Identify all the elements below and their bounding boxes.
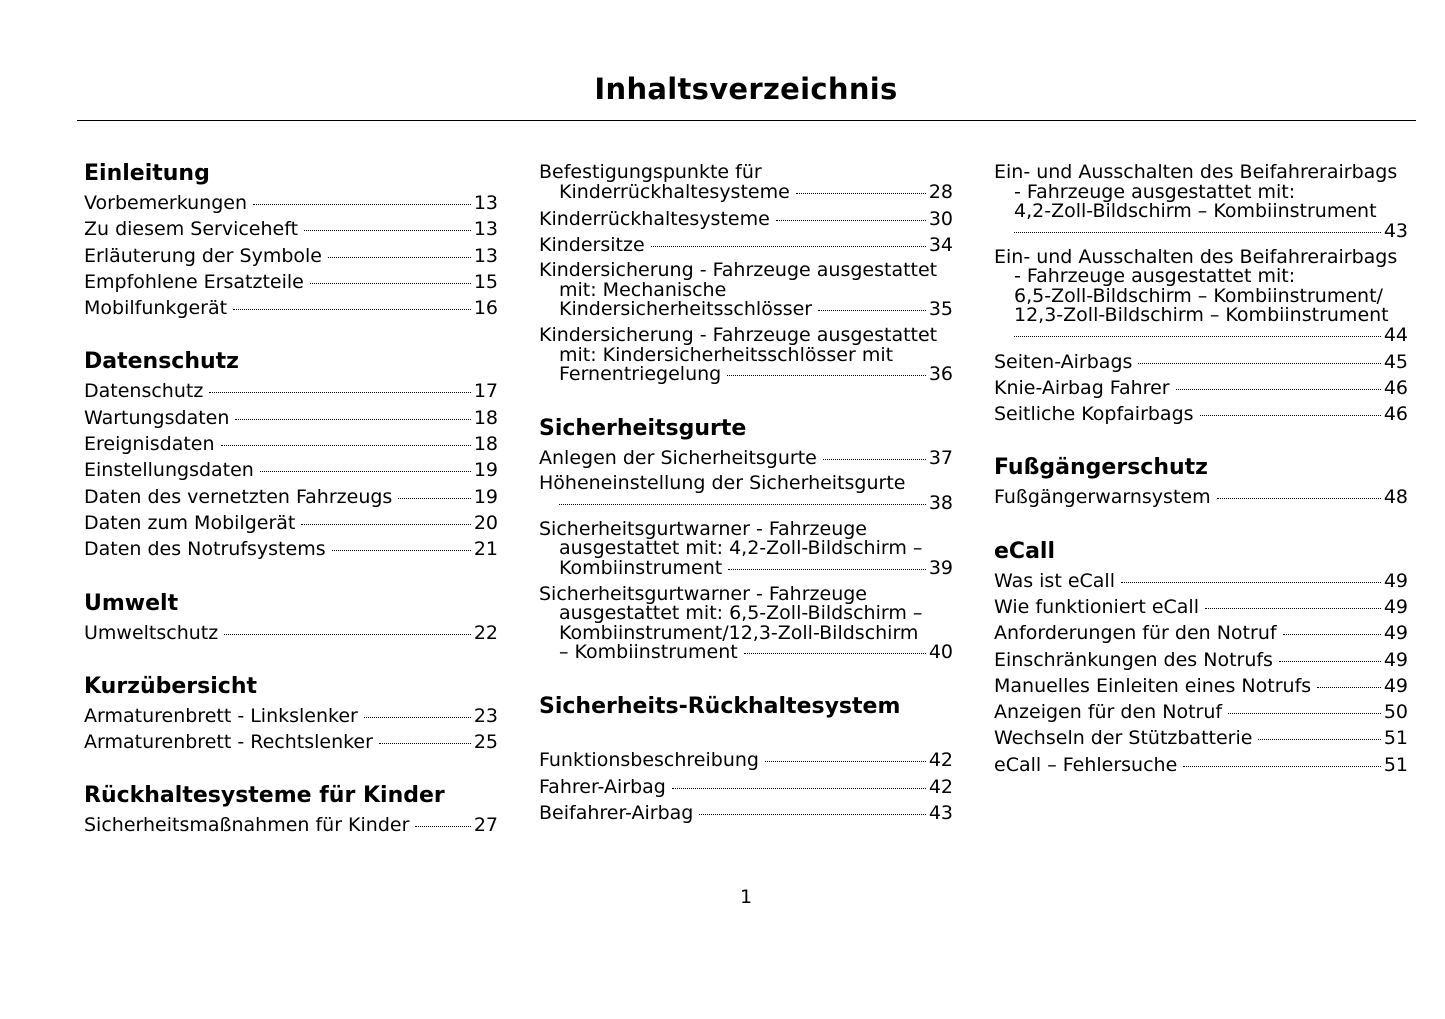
section-heading: Rückhaltesysteme für Kinder — [84, 783, 445, 809]
entry-title-line: ausgestattet mit: 6,5-Zoll-Bildschirm – — [559, 602, 923, 625]
dot-leader — [818, 310, 926, 311]
entry-page-number: 49 — [1383, 622, 1408, 645]
toc-section — [84, 160, 498, 321]
entry-page-number: 13 — [473, 192, 498, 214]
entry-page-number: 28 — [928, 180, 953, 203]
entry-page-number: 43 — [1383, 219, 1408, 242]
dot-leader — [304, 230, 471, 231]
toc-section — [84, 673, 498, 756]
entry-title: Wie funktioniert eCall — [994, 595, 1199, 618]
toc-entry[interactable] — [994, 375, 1408, 401]
entry-page-number: 42 — [928, 775, 953, 798]
toc-entry[interactable] — [84, 269, 498, 295]
entry-title: Mobilfunkgerät — [84, 297, 228, 320]
dot-leader — [728, 569, 926, 570]
toc-section — [994, 454, 1408, 510]
dot-leader — [1228, 713, 1381, 714]
entry-title: eCall – Fehlersuche — [994, 753, 1178, 776]
dot-leader — [301, 524, 470, 525]
dot-leader — [1217, 498, 1381, 499]
dot-leader — [744, 653, 926, 654]
entry-title: Sicherheitsmaßnahmen für Kinder — [84, 814, 410, 837]
entry-title: Umweltschutz — [84, 621, 219, 644]
dot-leader — [765, 761, 926, 762]
toc-entry[interactable] — [539, 774, 953, 800]
section-heading: Sicherheits-Rückhaltesystem — [539, 694, 901, 720]
entry-title-line: ausgestattet mit: 4,2-Zoll-Bildschirm – — [559, 537, 923, 560]
dot-leader — [233, 309, 471, 310]
entry-page-number: 44 — [1383, 323, 1408, 346]
dot-leader — [727, 375, 926, 376]
entry-title: Beifahrer-Airbag — [539, 801, 694, 824]
entry-page-number: 21 — [473, 538, 498, 561]
entry-title: Wechseln der Stützbatterie — [994, 727, 1253, 750]
entry-page-number: 18 — [473, 406, 498, 429]
toc-entry-list — [539, 160, 953, 388]
toc-entry-list — [994, 160, 1408, 427]
toc-entry-list — [994, 568, 1408, 778]
toc-column-3 — [994, 160, 1408, 778]
entry-title: Anlegen der Sicherheitsgurte — [539, 447, 817, 470]
entry-title: Einstellungsdaten — [84, 459, 254, 482]
toc-entry[interactable] — [84, 484, 498, 510]
entry-title: – Kombiinstrument — [559, 641, 738, 664]
entry-page-number: 46 — [1383, 376, 1408, 399]
entry-page-number: 20 — [473, 511, 498, 534]
dot-leader — [699, 814, 925, 815]
dot-leader — [415, 826, 470, 827]
entry-page-number: 13 — [473, 218, 498, 241]
toc-entry-list — [84, 378, 498, 562]
entry-page-number: 37 — [928, 447, 953, 470]
toc-entry[interactable] — [994, 594, 1408, 620]
dot-leader — [332, 550, 471, 551]
entry-title: Manuelles Einleiten eines Notrufs — [994, 674, 1312, 697]
dot-leader — [1014, 232, 1381, 233]
entry-page-number: 13 — [473, 244, 498, 267]
dot-leader — [796, 193, 926, 194]
entry-page-number: 49 — [1383, 569, 1408, 592]
toc-entry[interactable] — [84, 729, 498, 755]
entry-title: Wartungsdaten — [84, 406, 230, 429]
entry-title: Empfohlene Ersatzteile — [84, 270, 304, 293]
entry-title-line: Höheneinstellung der Sicherheitsgurte — [539, 472, 906, 495]
page-title: Inhaltsverzeichnis — [594, 72, 898, 106]
toc-entry[interactable] — [84, 378, 498, 404]
toc-entry[interactable] — [539, 232, 953, 258]
entry-title-line: - Fahrzeuge ausgestattet mit: — [1014, 180, 1296, 203]
toc-entry[interactable] — [84, 703, 498, 729]
dot-leader — [328, 257, 471, 258]
dot-leader — [1176, 389, 1381, 390]
entry-title-line: Kombiinstrument/12,3-Zoll-Bildschirm — [559, 621, 919, 644]
entry-page-number: 36 — [928, 363, 953, 386]
toc-entry[interactable] — [84, 536, 498, 562]
entry-title: Daten zum Mobilgerät — [84, 511, 296, 534]
entry-page-number: 16 — [473, 297, 498, 320]
section-heading: Fußgängerschutz — [994, 455, 1208, 481]
toc-entry[interactable] — [994, 752, 1408, 778]
toc-section — [84, 590, 498, 646]
entry-page-number: 49 — [1383, 674, 1408, 697]
toc-entry[interactable] — [994, 160, 1408, 245]
toc-entry-list — [84, 703, 498, 756]
entry-page-number: 18 — [473, 433, 498, 456]
toc-entry[interactable] — [994, 245, 1408, 349]
entry-title: Anforderungen für den Notruf — [994, 622, 1277, 645]
entry-page-number: 46 — [1383, 403, 1408, 426]
dot-leader — [1205, 608, 1381, 609]
toc-entry[interactable] — [84, 295, 498, 321]
entry-title: Zu diesem Serviceheft — [84, 218, 299, 241]
dot-leader — [398, 498, 470, 499]
entry-page-number: 49 — [1383, 648, 1408, 671]
entry-page-number: 25 — [473, 731, 498, 754]
entry-title-line: Kindersicherung - Fahrzeuge ausgestattet — [539, 259, 938, 282]
entry-title: Armaturenbrett - Rechtslenker — [84, 731, 373, 754]
toc-entry-list — [994, 484, 1408, 510]
toc-section — [539, 160, 953, 388]
section-heading: Umwelt — [84, 590, 179, 616]
entry-title-line: Kindersicherung - Fahrzeuge ausgestattet — [539, 324, 938, 347]
entry-title: Fernentriegelung — [559, 363, 722, 386]
toc-entry[interactable] — [994, 484, 1408, 510]
dot-leader — [1200, 415, 1381, 416]
entry-title: Kindersitze — [539, 233, 645, 256]
toc-entry[interactable] — [84, 457, 498, 483]
dot-leader — [1317, 687, 1381, 688]
entry-page-number: 42 — [928, 749, 953, 772]
entry-page-number: 34 — [928, 233, 953, 256]
entry-page-number: 45 — [1383, 350, 1408, 373]
toc-column-2 — [539, 160, 953, 826]
entry-title: Seitliche Kopfairbags — [994, 403, 1194, 426]
dot-leader — [221, 445, 471, 446]
entry-page-number: 38 — [928, 491, 953, 514]
dot-leader — [1183, 766, 1381, 767]
entry-page-number: 22 — [473, 621, 498, 644]
toc-entry[interactable] — [84, 431, 498, 457]
toc-entry[interactable] — [539, 206, 953, 232]
entry-title: Was ist eCall — [994, 569, 1115, 592]
entry-title-line: Befestigungspunkte für — [539, 161, 762, 183]
dot-leader — [1121, 582, 1381, 583]
dot-leader — [1138, 363, 1380, 364]
entry-title: Kombiinstrument — [559, 556, 723, 579]
entry-title: Einschränkungen des Notrufs — [994, 648, 1273, 671]
dot-leader — [235, 419, 470, 420]
toc-entry[interactable] — [539, 800, 953, 826]
entry-page-number: 49 — [1383, 595, 1408, 618]
dot-leader — [379, 743, 471, 744]
section-heading: eCall — [994, 538, 1055, 564]
entry-title: Fußgängerwarnsystem — [994, 486, 1211, 509]
toc-entry-list — [539, 747, 953, 826]
entry-page-number: 35 — [928, 298, 953, 321]
entry-title-line: mit: Mechanische — [559, 278, 727, 301]
toc-section — [539, 693, 953, 826]
entry-title: Funktionsbeschreibung — [539, 749, 759, 772]
entry-title-line: 12,3-Zoll-Bildschirm – Kombiinstrument — [1014, 304, 1389, 326]
entry-page-number: 19 — [473, 459, 498, 482]
dot-leader — [310, 283, 471, 284]
entry-title: Kindersicherheitsschlösser — [559, 298, 813, 321]
entry-title: Fahrer-Airbag — [539, 775, 666, 798]
dot-leader — [224, 634, 471, 635]
toc-entry[interactable] — [539, 582, 953, 667]
dot-leader — [1283, 634, 1381, 635]
entry-title: Daten des Notrufsystems — [84, 538, 326, 561]
entry-page-number: 27 — [473, 814, 498, 837]
entry-title: Erläuterung der Symbole — [84, 244, 322, 267]
dot-leader — [364, 717, 471, 718]
toc-entry[interactable] — [84, 510, 498, 536]
entry-title-line: Ein- und Ausschalten des Beifahrerairbags — [994, 245, 1398, 268]
title-divider — [77, 120, 1416, 121]
entry-title: Daten des vernetzten Fahrzeugs — [84, 485, 393, 508]
dot-leader — [1014, 336, 1381, 337]
toc-entry[interactable] — [539, 323, 953, 388]
toc-entry[interactable] — [84, 216, 498, 242]
entry-page-number: 51 — [1383, 753, 1408, 776]
entry-title-line: Ein- und Ausschalten des Beifahrerairbags — [994, 161, 1398, 183]
entry-title-line: mit: Kindersicherheitsschlösser mit — [559, 343, 894, 366]
section-heading: Kurzübersicht — [84, 673, 258, 699]
toc-entry[interactable] — [994, 725, 1408, 751]
entry-page-number: 30 — [928, 207, 953, 230]
toc-entry[interactable] — [539, 160, 953, 206]
dot-leader — [253, 204, 471, 205]
entry-title: Kinderrückhaltesysteme — [559, 180, 790, 203]
dot-leader — [672, 788, 926, 789]
toc-entry[interactable] — [994, 620, 1408, 646]
entry-title: Datenschutz — [84, 380, 204, 403]
toc-entry[interactable] — [994, 647, 1408, 673]
entry-title-line: 6,5-Zoll-Bildschirm – Kombiinstrument/ — [1014, 284, 1383, 307]
toc-entry-list — [84, 812, 498, 838]
entry-title: Seiten-Airbags — [994, 350, 1133, 373]
toc-section — [84, 782, 498, 838]
entry-page-number: 15 — [473, 270, 498, 293]
toc-entry[interactable] — [539, 258, 953, 323]
dot-leader — [209, 392, 471, 393]
entry-page-number: 17 — [473, 380, 498, 403]
entry-page-number: 40 — [928, 641, 953, 664]
section-heading: Sicherheitsgurte — [539, 416, 747, 442]
dot-leader — [1258, 739, 1380, 740]
entry-title-line: Sicherheitsgurtwarner - Fahrzeuge — [539, 517, 867, 540]
entry-title: Anzeigen für den Notruf — [994, 701, 1223, 724]
toc-entry[interactable] — [539, 445, 953, 471]
toc-section — [84, 348, 498, 562]
entry-page-number: 19 — [473, 485, 498, 508]
toc-entry[interactable] — [994, 349, 1408, 375]
entry-title-line: - Fahrzeuge ausgestattet mit: — [1014, 265, 1296, 287]
entry-page-number: 23 — [473, 704, 498, 727]
entry-title: Knie-Airbag Fahrer — [994, 376, 1170, 399]
toc-entry[interactable] — [994, 568, 1408, 594]
toc-section — [994, 538, 1408, 778]
toc-entry[interactable] — [84, 812, 498, 838]
section-heading: Einleitung — [84, 161, 210, 186]
entry-title: Vorbemerkungen — [84, 192, 248, 214]
page-number: 1 — [739, 886, 753, 908]
toc-entry[interactable] — [994, 401, 1408, 427]
toc-section — [539, 415, 953, 666]
toc-entry[interactable] — [994, 673, 1408, 699]
section-heading: Datenschutz — [84, 349, 239, 375]
entry-title: Armaturenbrett - Linkslenker — [84, 704, 358, 727]
dot-leader — [651, 246, 926, 247]
toc-column-1 — [84, 160, 498, 839]
dot-leader — [823, 459, 926, 460]
dot-leader — [776, 220, 926, 221]
toc-entry[interactable] — [539, 747, 953, 773]
entry-title-line: 4,2-Zoll-Bildschirm – Kombiinstrument — [1014, 200, 1377, 222]
entry-page-number: 48 — [1383, 486, 1408, 509]
toc-entry[interactable] — [539, 471, 953, 517]
toc-section — [994, 160, 1408, 427]
dot-leader — [559, 504, 926, 505]
entry-title: Kinderrückhaltesysteme — [539, 207, 770, 230]
entry-page-number: 50 — [1383, 701, 1408, 724]
toc-entry[interactable] — [994, 699, 1408, 725]
entry-page-number: 51 — [1383, 727, 1408, 750]
toc-entry[interactable] — [84, 190, 498, 216]
toc-entry-list — [84, 190, 498, 321]
toc-entry-list — [539, 445, 953, 666]
toc-entry[interactable] — [84, 405, 498, 431]
toc-entry[interactable] — [539, 517, 953, 582]
toc-entry[interactable] — [84, 243, 498, 269]
entry-page-number: 43 — [928, 801, 953, 824]
entry-title-line: Sicherheitsgurtwarner - Fahrzeuge — [539, 582, 867, 605]
toc-entry-list — [84, 620, 498, 646]
toc-entry[interactable] — [84, 620, 498, 646]
entry-title: Ereignisdaten — [84, 433, 215, 456]
dot-leader — [1279, 661, 1381, 662]
entry-page-number: 39 — [928, 556, 953, 579]
dot-leader — [260, 471, 471, 472]
